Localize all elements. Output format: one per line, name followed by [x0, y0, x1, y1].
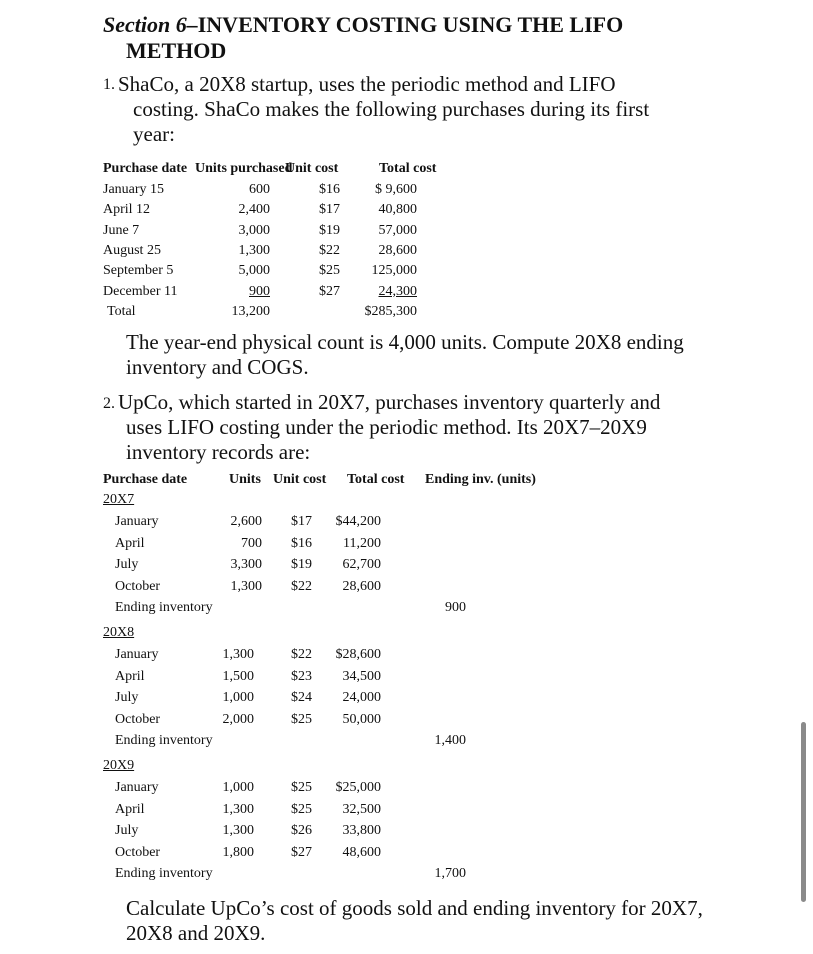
row-label: January 15	[103, 182, 165, 197]
problem-text-line: inventory records are:	[126, 440, 311, 464]
problem-text-line: ShaCo, a 20X8 startup, uses the periodic method and LIFO	[118, 72, 616, 96]
table-cell: 40,800	[378, 202, 417, 218]
year-label: 20X7	[103, 492, 135, 507]
table-cell: $285,300	[364, 303, 417, 319]
table-header: Units purchased	[195, 161, 293, 176]
units-cell: 1,300	[230, 578, 262, 594]
heading-line1: INVENTORY COSTING USING THE LIFO	[197, 12, 624, 37]
row-label: Total	[107, 303, 136, 319]
table-cell: $25	[319, 263, 340, 279]
problem-text-line: uses LIFO costing under the periodic method. Its 20X7–20X9	[126, 415, 647, 439]
unit-cost-cell: $25	[291, 711, 312, 727]
row-label: October	[115, 844, 161, 860]
row-label: June 7	[103, 222, 140, 238]
row-label: October	[115, 578, 161, 594]
table-cell: $16	[319, 182, 340, 197]
units-cell: 700	[241, 535, 262, 551]
ending-inventory-label: Ending inventory	[115, 866, 213, 881]
units-cell: 1,000	[222, 690, 254, 705]
unit-cost-cell: $22	[291, 647, 312, 662]
heading-italic: Section 6–	[103, 12, 198, 37]
question-text: The year-end physical count is 4,000 units. Compute 20X8 ending	[126, 330, 684, 354]
problem-text-line: costing. ShaCo makes the following purchases during its first	[133, 97, 650, 121]
table-cell: 2,400	[238, 202, 270, 218]
question-text: Calculate UpCo’s cost of goods sold and ending inventory for 20X7,	[126, 896, 703, 920]
total-cost-cell: 62,700	[342, 557, 381, 572]
table-cell: 28,600	[378, 242, 417, 258]
total-cost-cell: $25,000	[335, 780, 381, 795]
table-cell: 24,300	[378, 283, 417, 299]
total-cost-cell: 50,000	[342, 711, 381, 727]
row-label: July	[115, 557, 139, 572]
units-cell: 2,600	[230, 514, 262, 529]
ending-inventory-units: 900	[445, 600, 466, 615]
total-cost-cell: 11,200	[343, 535, 381, 551]
units-cell: 1,800	[222, 844, 254, 860]
row-label: January	[115, 647, 159, 662]
table-cell: $17	[319, 202, 340, 218]
problem-number: 1.	[103, 76, 115, 93]
table-header: Unit cost	[273, 472, 327, 487]
row-label: July	[115, 690, 139, 705]
problem-text-line: year:	[133, 122, 175, 146]
table-cell: 13,200	[231, 303, 270, 319]
table-cell: 57,000	[378, 222, 417, 238]
unit-cost-cell: $24	[291, 690, 312, 705]
row-label: April 12	[103, 202, 151, 218]
question-text: 20X8 and 20X9.	[126, 921, 266, 945]
unit-cost-cell: $17	[291, 514, 312, 529]
table-header: Units	[229, 472, 261, 487]
row-label: December 11	[103, 283, 178, 299]
problem-text-line: UpCo, which started in 20X7, purchases inventory quarterly and	[118, 390, 661, 414]
row-label: April	[115, 668, 145, 684]
total-cost-cell: $44,200	[335, 514, 381, 529]
table-header: Purchase date	[103, 472, 188, 487]
ending-inventory-units: 1,700	[434, 866, 466, 881]
table-cell: $22	[319, 242, 340, 258]
unit-cost-cell: $23	[291, 668, 312, 684]
unit-cost-cell: $25	[291, 801, 312, 817]
total-cost-cell: 24,000	[342, 690, 381, 705]
scrollbar[interactable]	[801, 722, 806, 902]
units-cell: 1,300	[222, 801, 254, 817]
unit-cost-cell: $27	[291, 844, 312, 860]
unit-cost-cell: $26	[291, 823, 312, 838]
table-cell: 900	[249, 283, 270, 299]
table-cell: 600	[249, 182, 270, 197]
table-cell: 5,000	[238, 263, 270, 279]
heading-line2: METHOD	[126, 38, 227, 63]
unit-cost-cell: $25	[291, 780, 312, 795]
unit-cost-cell: $19	[291, 557, 312, 572]
total-cost-cell: $28,600	[335, 647, 381, 662]
row-label: October	[115, 711, 161, 727]
table-cell: 1,300	[238, 242, 270, 258]
row-label: September 5	[103, 263, 174, 279]
total-cost-cell: 34,500	[342, 668, 381, 684]
row-label: July	[115, 823, 139, 838]
units-cell: 1,300	[222, 647, 254, 662]
units-cell: 2,000	[222, 711, 254, 727]
unit-cost-cell: $16	[291, 535, 312, 551]
row-label: April	[115, 801, 145, 817]
units-cell: 1,500	[222, 668, 254, 684]
row-label: April	[115, 535, 145, 551]
table-cell: $27	[319, 283, 340, 299]
year-label: 20X9	[103, 758, 135, 773]
total-cost-cell: 32,500	[342, 801, 381, 817]
table-header: Unit cost	[285, 161, 339, 176]
table-header: Ending inv. (units)	[425, 472, 536, 487]
ending-inventory-label: Ending inventory	[115, 733, 213, 748]
row-label: January	[115, 514, 159, 529]
table-cell: 3,000	[238, 222, 270, 238]
ending-inventory-label: Ending inventory	[115, 600, 213, 615]
table-cell: $ 9,600	[375, 182, 417, 197]
total-cost-cell: 33,800	[342, 823, 381, 838]
table-cell: $19	[319, 222, 340, 238]
units-cell: 1,300	[222, 823, 254, 838]
total-cost-cell: 48,600	[342, 844, 381, 860]
year-label: 20X8	[103, 625, 135, 640]
row-label: August 25	[103, 242, 161, 258]
table-header: Purchase date	[103, 161, 188, 176]
question-text: inventory and COGS.	[126, 355, 309, 379]
unit-cost-cell: $22	[291, 578, 312, 594]
ending-inventory-units: 1,400	[434, 733, 466, 748]
row-label: January	[115, 780, 159, 795]
units-cell: 3,300	[230, 557, 262, 572]
table-cell: 125,000	[371, 263, 417, 279]
problem-number: 2.	[103, 395, 115, 412]
units-cell: 1,000	[222, 780, 254, 795]
section-heading	[103, 12, 623, 38]
table-header: Total cost	[347, 472, 405, 487]
table-header: Total cost	[379, 161, 437, 176]
total-cost-cell: 28,600	[342, 578, 381, 594]
